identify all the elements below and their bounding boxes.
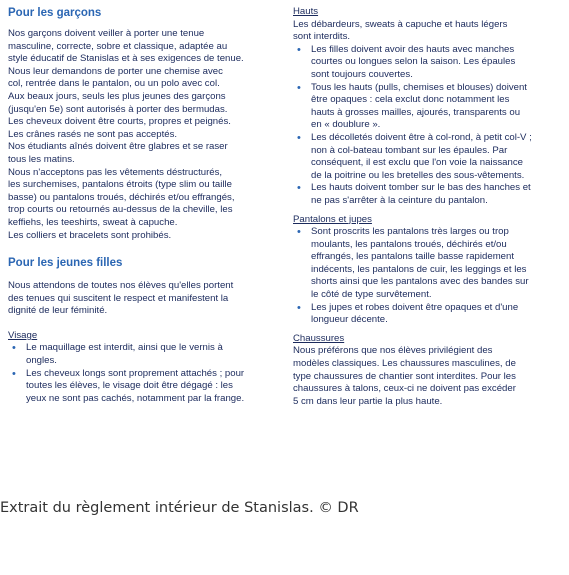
bullet-item <box>293 302 563 327</box>
bullet-item <box>293 132 563 182</box>
text-line: Nous attendons de toutes nos élèves qu'elles portent <box>8 280 234 292</box>
text-line: Nous préférons que nos élèves privilégient des <box>293 345 493 357</box>
text-line: Les colliers et bracelets sont prohibés. <box>8 229 172 241</box>
bullet-item <box>293 44 563 82</box>
spacer <box>8 318 278 330</box>
text-line: • Les filles doivent avoir des hauts avec manches <box>311 43 515 55</box>
boys-paragraph <box>8 28 278 242</box>
text-line: col, rentrée dans le pantalon, ou un polo avec col. <box>8 78 220 90</box>
text-line: sont toujours couvertes. <box>311 68 413 80</box>
text-line: Nos garçons doivent veiller à porter une tenue <box>8 28 205 39</box>
chaussures-title: Chaussures <box>293 332 345 344</box>
hauts-intro <box>293 19 563 44</box>
text-line: Les crânes rasés ne sont pas acceptés. <box>8 128 178 140</box>
chaussures-paragraph <box>293 345 563 408</box>
text-line: • Le maquillage est interdit, ainsi que le vernis à <box>26 342 223 354</box>
text-line: keffiehs, les teeshirts, sweat à capuche. <box>8 216 178 228</box>
text-line: les surchemises, pantalons étroits (type slim ou taille <box>8 179 232 191</box>
text-line: yeux ne sont pas cachés, notamment par la frange. <box>26 392 245 404</box>
bullet-item <box>8 368 278 406</box>
text-line: chaussures à talons, ceux-ci ne doivent pas excéder <box>293 383 516 395</box>
girls-paragraph <box>8 280 278 318</box>
text-line: indécents, les pantalons de cuir, les leggings et les <box>311 263 527 275</box>
text-line: • Les cheveux longs sont proprement attachés ; pour <box>26 367 245 379</box>
text-line: basse) ou pantalons troués, déchirés et/ou effrangés, <box>8 191 235 203</box>
bullet-item <box>293 82 563 132</box>
text-line: sont interdits. <box>293 31 351 43</box>
text-line: trop courts ou retournés au-dessus de la cheville, les <box>8 204 233 216</box>
bullet-item <box>8 342 278 367</box>
text-line: moulants, les pantalons troués, déchirés et/ou <box>311 238 507 250</box>
text-line: Nos étudiants aînés doivent être glabres et se raser <box>8 141 228 153</box>
boys-heading: Pour les garçons <box>8 7 102 19</box>
text-line: ne pas s'arrêter à la ceinture du pantalon. <box>311 194 488 206</box>
visage-title: Visage <box>8 329 38 341</box>
text-line: être opaques : cela exclut donc notamment les <box>311 94 510 106</box>
hauts-title: Hauts <box>293 6 319 17</box>
text-line: masculine, correcte, sobre et classique, adaptée au <box>8 40 228 52</box>
text-line: ongles. <box>26 355 57 367</box>
text-line: • Sont proscrits les pantalons très larges ou trop <box>311 226 509 238</box>
text-line: • Les jupes et robes doivent être opaques et d'une <box>311 301 519 313</box>
text-line: Aux beaux jours, seuls les plus jeunes des garçons <box>8 90 226 102</box>
visage-bullets <box>8 342 278 405</box>
text-line: de la poitrine ou les bretelles des sous-vêtements. <box>311 169 525 181</box>
text-line: dignité de leur féminité. <box>8 305 108 317</box>
text-line: longueur décente. <box>311 314 388 326</box>
text-line: shorts ainsi que les pantalons avec des bandes sur <box>311 276 529 288</box>
text-line: modèles classiques. Les chaussures masculines, de <box>293 358 516 370</box>
text-line: Nous leur demandons de porter une chemise avec <box>8 65 223 77</box>
text-line: des tenues qui suscitent le respect et manifestent la <box>8 292 229 304</box>
right-column <box>293 6 563 408</box>
text-line: style éducatif de Stanislas et à ses exigences de tenue. <box>8 53 244 65</box>
girls-heading: Pour les jeunes filles <box>8 257 123 270</box>
text-line: • Tous les hauts (pulls, chemises et blouses) doivent <box>311 81 527 93</box>
bullet-item <box>293 182 563 207</box>
text-line: en « doublure ». <box>311 119 381 131</box>
text-line: type chaussures de chantier sont interdites. Pour les <box>293 370 516 382</box>
text-line: le côté de type survêtement. <box>311 289 432 301</box>
pantalons-title: Pantalons et jupes <box>293 213 372 225</box>
text-line: Les cheveux doivent être courts, propres et peignés. <box>8 116 231 128</box>
text-line: non à col-bateau tombant sur les épaules. Par <box>311 144 508 156</box>
text-line: hauts à grosses mailles, ajourés, transparents ou <box>311 106 521 118</box>
text-line: courtes ou longues selon la saison. Les épaules <box>311 56 516 68</box>
text-line: toutes les élèves, le visage doit être dégagé : les <box>26 380 233 392</box>
hauts-bullets <box>293 44 563 208</box>
text-line: tous les matins. <box>8 153 75 165</box>
bullet-item <box>293 226 563 302</box>
text-line: 5 cm dans leur partie la plus haute. <box>293 395 443 407</box>
text-line: effrangés, les pantalons taille basse rapidement <box>311 251 515 263</box>
left-column <box>8 6 278 405</box>
pantalons-bullets <box>293 226 563 327</box>
text-line: Nous n'acceptons pas les vêtements déstructurés, <box>8 166 223 178</box>
text-line: Les débardeurs, sweats à capuche et hauts légers <box>293 18 508 30</box>
text-line: • Les hauts doivent tomber sur le bas des hanches et <box>311 182 531 194</box>
image-caption: Extrait du règlement intérieur de Stanislas. © DR <box>0 500 359 516</box>
text-line: conséquent, il est exclu que l'on voie la naissance <box>311 157 523 169</box>
text-line: • Les décolletés doivent être à col-rond, à petit col-V ; <box>311 131 532 143</box>
text-line: (jusqu'en 5e) sont autorisés à porter des bermudas. <box>8 103 228 115</box>
